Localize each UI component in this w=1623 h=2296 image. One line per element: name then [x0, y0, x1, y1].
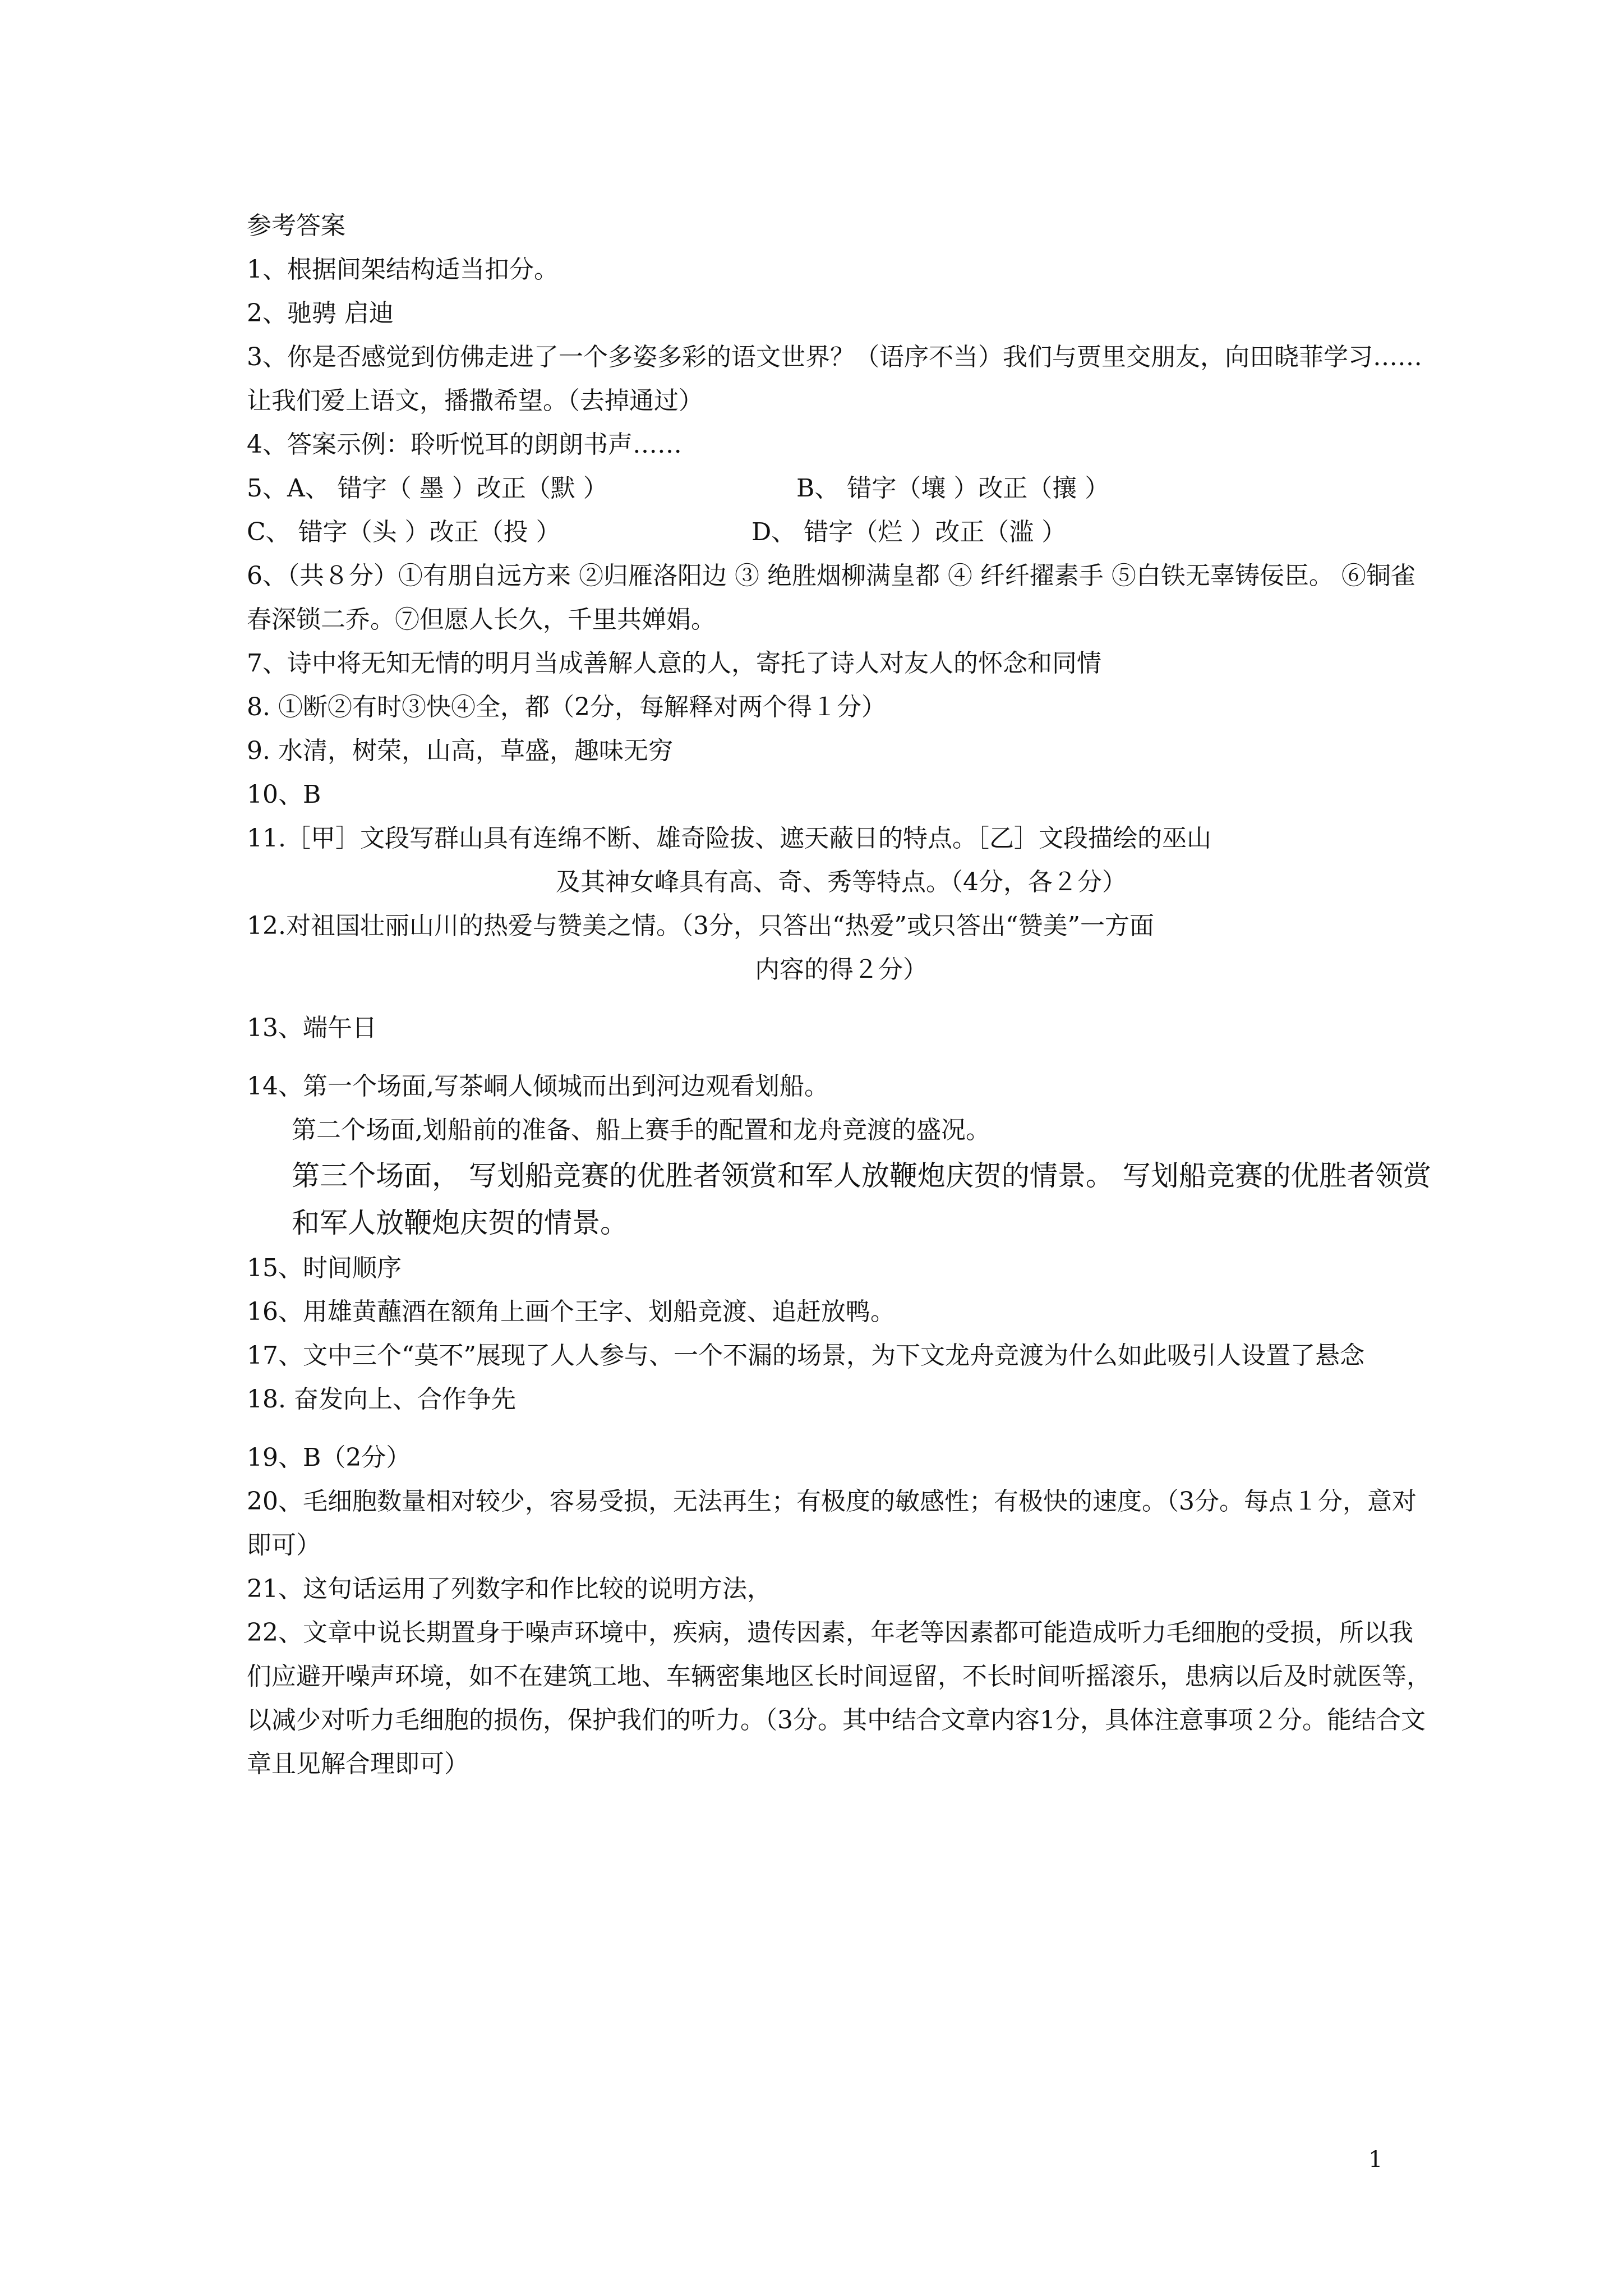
answer-18: 18. 奋发向上、合作争先 [247, 1385, 516, 1414]
page-number: 1 [1368, 2147, 1383, 2173]
answer-11-line-1: 11.［甲］文段写群山具有连绵不断、雄奇险拔、遮天蔽日的特点。［乙］文段描绘的巫山 [247, 824, 1211, 853]
answer-17: 17、文中三个“莫不”展现了人人参与、一个不漏的场景，为下文龙舟竞渡为什么如此吸引人设置了悬念 [247, 1341, 1364, 1370]
answer-14-line-2: 第二个场面,划船前的准备、船上赛手的配置和龙舟竞渡的盛况。 [292, 1116, 990, 1144]
answer-8: 8. ①断②有时③快④全，都（2分，每解释对两个得１分） [247, 693, 886, 721]
answer-5-d: D、 错字（烂 ）改正（滥 ） [751, 518, 1067, 546]
answer-2: 2、驰骋 启迪 [247, 299, 394, 328]
answer-11-line-2: 及其神女峰具有高、奇、秀等特点。（4分，各２分） [556, 868, 1127, 896]
answer-14-line-3: 第三个场面， 写划船竞赛的优胜者领赏和军人放鞭炮庆贺的情景。 写划船竞赛的优胜者领赏和军人放鞭炮庆贺的情景。 [292, 1159, 1431, 1239]
answer-5-row-2 [247, 510, 1436, 554]
answer-7: 7、诗中将无知无情的明月当成善解人意的人，寄托了诗人对友人的怀念和同情 [247, 649, 1101, 678]
answer-16: 16、用雄黄蘸酒在额角上画个王字、划船竞渡、追赶放鸭。 [247, 1297, 895, 1326]
answer-9: 9. 水清，树荣，山高，草盛，趣味无穷 [247, 737, 673, 765]
answer-5-row-1 [247, 467, 1436, 510]
answer-3: 3、你是否感觉到仿佛走进了一个多姿多彩的语文世界？（语序不当）我们与贾里交朋友，向田晓菲学习……让我们爱上语文，播撒希望。（去掉通过） [247, 343, 1422, 415]
answer-19: 19、B（2分） [247, 1443, 411, 1472]
answer-13: 13、端午日 [247, 1014, 377, 1042]
answer-5-b: B、 错字（壤 ）改正（攘 ） [796, 474, 1110, 503]
answer-5-c: C、 错字（头 ）改正（投 ） [247, 518, 561, 546]
answer-20: 20、毛细胞数量相对较少，容易受损，无法再生；有极度的敏感性；有极快的速度。（3分。每点１分，意对即可） [247, 1487, 1417, 1559]
answer-1: 1、根据间架结构适当扣分。 [247, 255, 559, 284]
answer-10: 10、B [247, 780, 321, 809]
answer-12-line-2: 内容的得２分） [755, 955, 928, 984]
answer-key [247, 204, 1436, 1786]
answer-14-line-1: 14、第一个场面,写茶峒人倾城而出到河边观看划船。 [247, 1072, 829, 1101]
answer-22: 22、文章中说长期置身于噪声环境中，疾病，遗传因素，年老等因素都可能造成听力毛细胞的受损，所以我们应避开噪声环境，如不在建筑工地、车辆密集地区长时间逗留，不长时间听摇滚乐，患病以后及时就医等，以减少对听力毛细胞的损伤，保护我们的听力。（3分。其中结合文章内容1分，具体注意事项２分。能结合文章且见解合理即可） [247, 1618, 1431, 1778]
answer-12-line-1: 12.对祖国壮丽山川的热爱与赞美之情。（3分，只答出“热爱”或只答出“赞美”一方面 [247, 912, 1154, 940]
answer-6: 6、（共８分）①有朋自远方来 ②归雁洛阳边 ③ 绝胜烟柳满皇都 ④ 纤纤擢素手 ⑤白铁无辜铸佞臣。 ⑥铜雀春深锁二乔。⑦但愿人长久，千里共婵娟。 [247, 562, 1415, 634]
page-title: 参考答案 [247, 211, 345, 240]
answer-4: 4、答案示例：聆听悦耳的朗朗书声…… [247, 430, 682, 459]
answer-21: 21、这句话运用了列数字和作比较的说明方法， [247, 1575, 772, 1603]
answer-15: 15、时间顺序 [247, 1254, 402, 1282]
answer-5-a: 5、A、 错字（ 墨 ）改正（默 ） [247, 474, 608, 503]
